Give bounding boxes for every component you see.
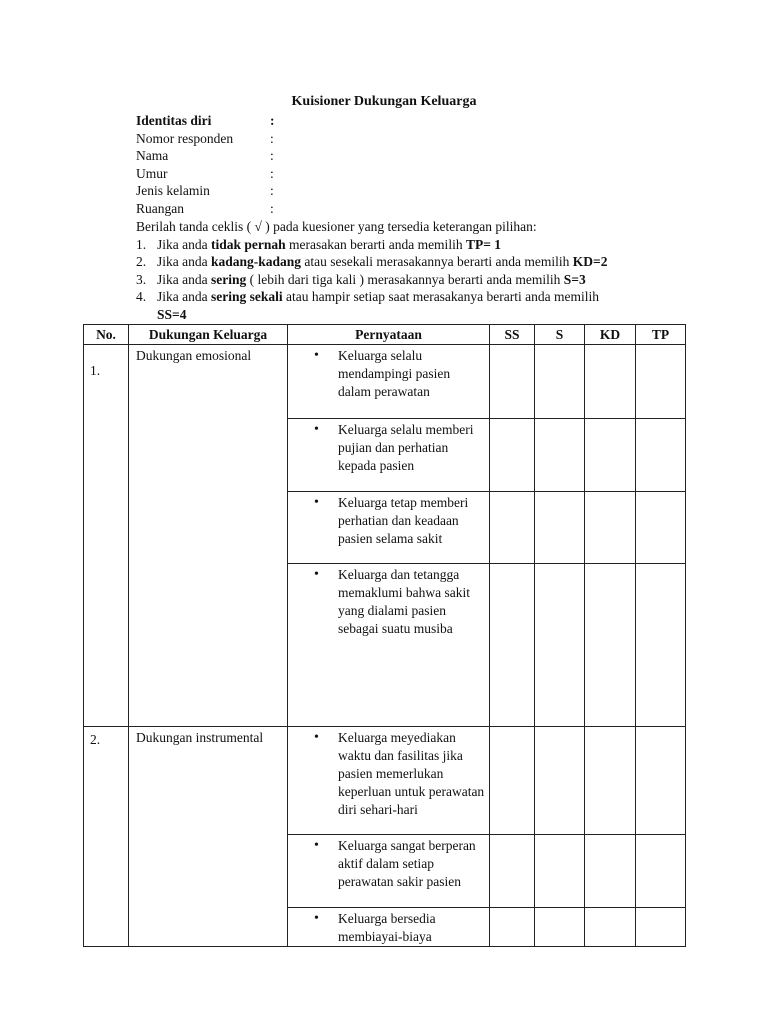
field-colon: : — [270, 200, 274, 216]
statement-text: Keluarga dan tetangga memaklumi bahwa sakit yang dialami pasien sebagai suatu musiba — [338, 567, 470, 636]
field-colon: : — [270, 165, 274, 181]
header-pernyataan: Pernyataan — [288, 325, 490, 345]
answer-cell-kd[interactable] — [585, 564, 636, 727]
option-code: TP= 1 — [465, 236, 502, 252]
header-tp: TP — [636, 325, 686, 345]
header-s: S — [535, 325, 585, 345]
option-code: SS=4 — [157, 306, 187, 322]
field-label: Umur — [136, 165, 168, 181]
identity-section — [136, 112, 275, 218]
answer-cell-ss[interactable] — [490, 419, 535, 492]
statement-cell — [288, 492, 490, 564]
bullet-icon: • — [314, 348, 319, 363]
field-label: Jenis kelamin — [136, 183, 210, 199]
header-ss: SS — [490, 325, 535, 345]
answer-cell-kd[interactable] — [585, 419, 636, 492]
answer-cell-s[interactable] — [535, 419, 585, 492]
option-text: Jika anda — [157, 236, 211, 252]
answer-cell-tp[interactable] — [636, 727, 686, 835]
statement-cell — [288, 835, 490, 908]
statement-text: Keluarga selalu mendampingi pasien dalam perawatan — [338, 348, 451, 399]
option-text: atau hampir setiap saat merasakanya berarti anda memilih — [282, 289, 599, 304]
option-code: KD=2 — [572, 254, 608, 269]
answer-cell-ss[interactable] — [490, 345, 535, 419]
identity-heading-row — [136, 112, 275, 130]
option-number: 3. — [136, 271, 147, 287]
field-colon: : — [270, 130, 274, 146]
answer-cell-ss[interactable] — [490, 564, 535, 727]
option-item — [136, 253, 678, 271]
answer-cell-tp[interactable] — [636, 835, 686, 908]
identity-field-nomor-responden — [136, 130, 275, 148]
identity-field-jenis-kelamin — [136, 182, 275, 200]
option-number: 1. — [136, 236, 147, 252]
bullet-icon: • — [314, 422, 319, 437]
support-type: Dukungan emosional — [129, 345, 288, 727]
option-item — [136, 288, 678, 323]
page-title: Kuisioner Dukungan Keluarga — [291, 94, 477, 109]
header-dukungan: Dukungan Keluarga — [129, 325, 288, 345]
option-frequency: tidak pernah — [210, 236, 286, 252]
bullet-icon: • — [314, 730, 319, 745]
answer-cell-s[interactable] — [535, 727, 585, 835]
identity-field-nama — [136, 147, 275, 165]
field-label: Nomor responden — [136, 130, 234, 146]
options-list — [136, 236, 678, 324]
option-text: Jika anda — [157, 289, 211, 304]
identity-heading: Identitas diri — [136, 113, 212, 128]
option-frequency: kadang-kadang — [210, 254, 302, 269]
field-colon: : — [270, 148, 274, 164]
answer-cell-s[interactable] — [535, 908, 585, 947]
answer-cell-s[interactable] — [535, 345, 585, 419]
option-frequency: sering — [210, 271, 247, 287]
answer-cell-kd[interactable] — [585, 835, 636, 908]
answer-cell-s[interactable] — [535, 835, 585, 908]
answer-cell-s[interactable] — [535, 492, 585, 564]
identity-field-ruangan — [136, 200, 275, 218]
option-number: 4. — [136, 289, 147, 304]
answer-cell-tp[interactable] — [636, 908, 686, 947]
answer-cell-ss[interactable] — [490, 835, 535, 908]
answer-cell-kd[interactable] — [585, 727, 636, 835]
option-number: 2. — [136, 254, 147, 269]
table-row — [84, 727, 686, 835]
answer-cell-kd[interactable] — [585, 908, 636, 947]
option-text: Jika anda — [157, 254, 211, 269]
option-code: S=3 — [563, 271, 586, 287]
statement-cell — [288, 419, 490, 492]
answer-cell-ss[interactable] — [490, 492, 535, 564]
answer-cell-tp[interactable] — [636, 419, 686, 492]
answer-cell-ss[interactable] — [490, 727, 535, 835]
answer-cell-kd[interactable] — [585, 492, 636, 564]
identity-field-umur — [136, 165, 275, 183]
bullet-icon: • — [314, 567, 319, 582]
table-header-row — [84, 325, 686, 345]
option-item — [136, 271, 678, 289]
field-colon: : — [270, 183, 274, 199]
statement-cell — [288, 908, 490, 947]
answer-cell-tp[interactable] — [636, 564, 686, 727]
instructions-lead: Berilah tanda ceklis ( √ ) pada kuesioner yang tersedia keterangan pilihan: — [136, 219, 537, 234]
field-label: Nama — [136, 148, 169, 164]
row-number: 2. — [84, 727, 129, 947]
field-label: Ruangan — [136, 200, 184, 216]
answer-cell-ss[interactable] — [490, 908, 535, 947]
statement-cell — [288, 345, 490, 419]
statement-text: Keluarga sangat berperan aktif dalam setiap perawatan sakir pasien — [338, 838, 476, 889]
support-type: Dukungan instrumental — [129, 727, 288, 947]
option-item — [136, 236, 678, 254]
answer-cell-kd[interactable] — [585, 345, 636, 419]
table-row — [84, 345, 686, 419]
answer-cell-tp[interactable] — [636, 345, 686, 419]
statement-text: Keluarga tetap memberi perhatian dan keadaan pasien selama sakit — [338, 495, 469, 546]
bullet-icon: • — [314, 838, 319, 853]
bullet-icon: • — [314, 911, 319, 926]
statement-text: Keluarga bersedia membiayai-biaya — [338, 911, 436, 944]
statement-cell — [288, 727, 490, 835]
answer-cell-s[interactable] — [535, 564, 585, 727]
bullet-icon: • — [314, 495, 319, 510]
answer-cell-tp[interactable] — [636, 492, 686, 564]
option-text: atau sesekali merasakannya berarti anda memilih — [301, 254, 573, 269]
header-kd: KD — [585, 325, 636, 345]
statement-text: Keluarga selalu memberi pujian dan perhatian kepada pasien — [338, 422, 474, 473]
row-number: 1. — [84, 345, 129, 727]
identity-heading-colon: : — [270, 113, 275, 128]
header-no: No. — [84, 325, 129, 345]
statement-text: Keluarga meyediakan waktu dan fasilitas jika pasien memerlukan keperluan untuk perawatan diri sehari-hari — [338, 730, 485, 817]
questionnaire-table — [83, 324, 686, 947]
option-frequency: sering sekali — [210, 289, 283, 304]
statement-cell — [288, 564, 490, 727]
option-text: merasakan berarti anda memilih — [285, 236, 466, 252]
option-text: ( lebih dari tiga kali ) merasakannya berarti anda memilih — [246, 271, 564, 287]
instructions — [136, 218, 678, 323]
option-text: Jika anda — [157, 271, 211, 287]
